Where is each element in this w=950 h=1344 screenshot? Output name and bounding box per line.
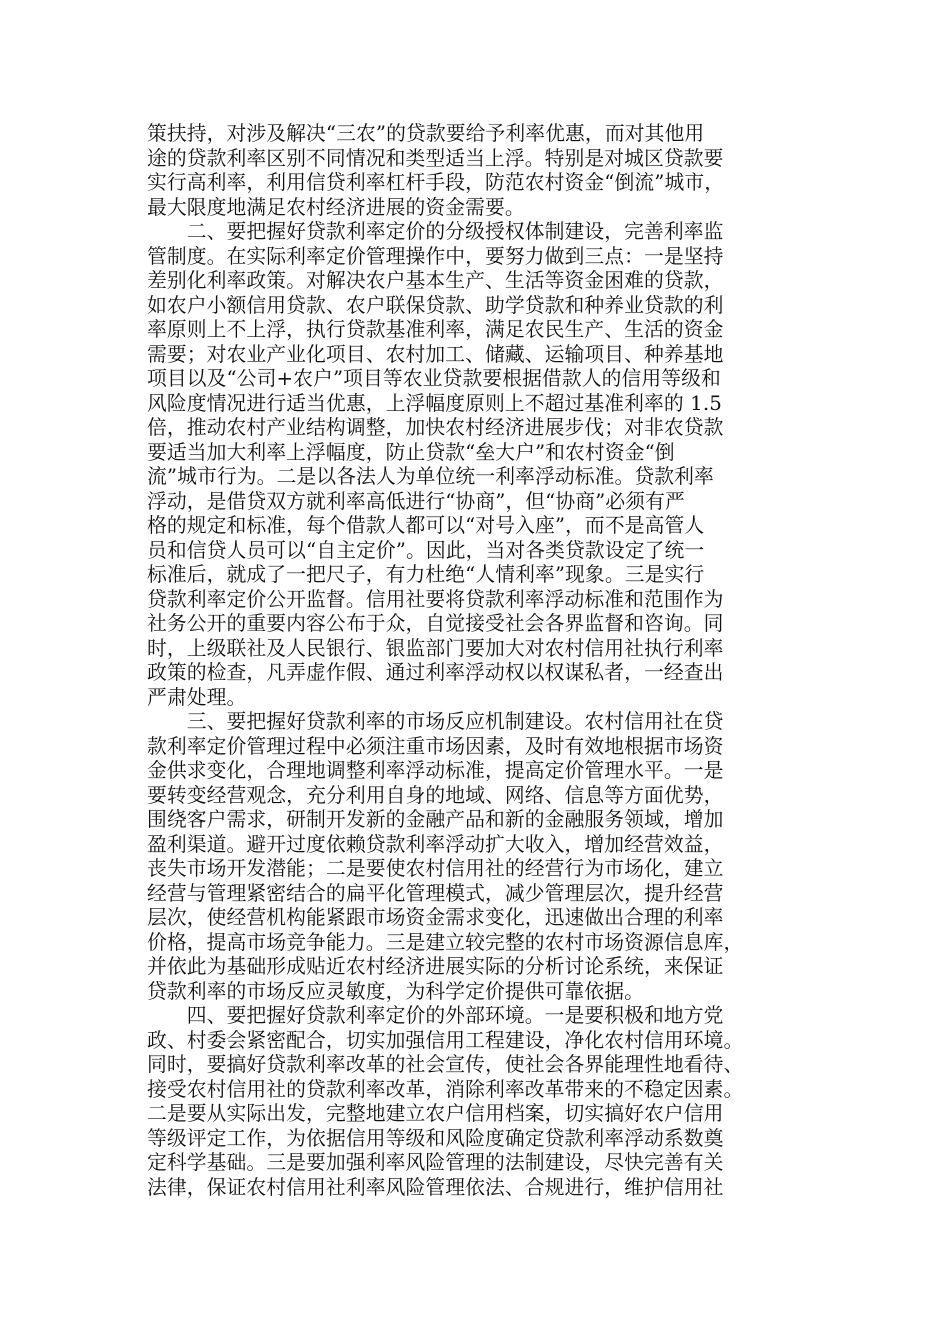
text-line: 丧失市场开发潜能；二是要使农村信用社的经营行为市场化，建立	[147, 857, 724, 880]
text-line: 四、要把握好贷款利率定价的外部环境。一是要积极和地方党	[147, 1004, 724, 1027]
text-line: 盈利渠道。避开过度依赖贷款利率浮动扩大收入，增加经营效益，	[147, 832, 724, 856]
text-line: 标准后，就成了一把尺子，有力杜绝“人情利率”现象。三是实行	[147, 563, 705, 586]
text-line: 如农户小额信用贷款、农户联保贷款、助学贷款和种养业贷款的利	[147, 293, 724, 317]
text-line: 格的规定和标准，每个借款人都可以“对号入座”，而不是高管人	[147, 514, 705, 537]
text-line: 倍，推动农村产业结构调整，加快农村经济进展步伐；对非农贷款	[147, 416, 724, 439]
text-line: 二是要从实际出发，完整地建立农户信用档案，切实搞好农户信用	[147, 1102, 724, 1125]
text-line: 定科学基础。三是要加强利率风险管理的法制建设，尽快完善有关	[147, 1151, 724, 1174]
text-line: 法律，保证农村信用社利率风险管理依法、合规进行，维护信用社	[147, 1175, 724, 1199]
text-line: 严肃处理。	[147, 685, 247, 709]
text-line: 层次，使经营机构能紧跟市场资金需求变化，迅速做出合理的利率	[147, 906, 724, 929]
text-line: 款利率定价管理过程中必须注重市场因素，及时有效地根据市场资	[147, 734, 724, 758]
text-line: 实行高利率，利用信贷利率杠杆手段，防范农村资金“倒流”城市，	[147, 171, 725, 194]
text-line: 贷款利率的市场反应灵敏度，为科学定价提供可靠依据。	[147, 979, 645, 1003]
text-line: 同时，要搞好贷款利率改革的社会宣传，使社会各界能理性地看待、	[147, 1053, 744, 1076]
text-line: 围绕客户需求，研制开发新的金融产品和新的金融服务领域，增加	[147, 808, 724, 831]
text-line: 政、村委会紧密配合，切实加强信用工程建设，净化农村信用环境。	[147, 1028, 744, 1052]
text-line: 并依此为基础形成贴近农村经济进展实际的分析讨论系统，来保证	[147, 955, 724, 978]
text-line: 策扶持，对涉及解决“三农”的贷款要给予利率优惠，而对其他用	[147, 122, 705, 145]
text-line: 需要；对农业产业化项目、农村加工、储藏、运输项目、种养基地	[147, 342, 724, 366]
text-line: 价格，提高市场竞争能力。三是建立较完整的农村市场资源信息库，	[147, 930, 744, 954]
text-line: 风险度情况进行适当优惠，上浮幅度原则上不超过基准利率的 1.5	[147, 391, 722, 415]
text-line: 经营与管理紧密结合的扁平化管理模式，减少管理层次，提升经营	[147, 881, 724, 905]
text-line: 三、要把握好贷款利率的市场反应机制建设。农村信用社在贷	[147, 710, 724, 733]
text-line: 要转变经营观念，充分利用自身的地域、网络、信息等方面优势，	[147, 783, 724, 807]
document-body	[147, 122, 807, 1200]
text-line: 流”城市行为。二是以各法人为单位统一利率浮动标准。贷款利率	[147, 465, 714, 488]
text-line: 途的贷款利率区别不同情况和类型适当上浮。特别是对城区贷款要	[147, 146, 724, 170]
text-line: 二、要把握好贷款利率定价的分级授权体制建设，完善利率监	[147, 220, 724, 243]
text-line: 率原则上不上浮，执行贷款基准利率，满足农民生产、生活的资金	[147, 318, 724, 341]
text-line: 管制度。在实际利率定价管理操作中，要努力做到三点：一是坚持	[147, 244, 724, 268]
text-line: 要适当加大利率上浮幅度，防止贷款“垒大户”和农村资金“倒	[147, 440, 675, 464]
text-line: 金供求变化，合理地调整利率浮动标准，提高定价管理水平。一是	[147, 759, 724, 782]
text-line: 政策的检查，凡弄虚作假、通过利率浮动权以权谋私者，一经查出	[147, 661, 724, 684]
text-line: 接受农村信用社的贷款利率改革，消除利率改革带来的不稳定因素。	[147, 1077, 744, 1101]
text-line: 浮动，是借贷双方就利率高低进行“协商”，但“协商”必须有严	[147, 489, 685, 513]
text-line: 贷款利率定价公开监督。信用社要将贷款利率浮动标准和范围作为	[147, 587, 724, 611]
text-line: 社务公开的重要内容公布于众，自觉接受社会各界监督和咨询。同	[147, 612, 724, 635]
text-line: 项目以及“公司+农户”项目等农业贷款要根据借款人的信用等级和	[147, 367, 721, 390]
text-line: 最大限度地满足农村经济进展的资金需要。	[147, 195, 525, 219]
text-line: 等级评定工作，为依据信用等级和风险度确定贷款利率浮动系数奠	[147, 1126, 724, 1150]
text-line: 时，上级联社及人民银行、银监部门要加大对农村信用社执行利率	[147, 636, 724, 660]
text-line: 差别化利率政策。对解决农户基本生产、生活等资金困难的贷款，	[147, 269, 724, 292]
text-line: 员和信贷人员可以“自主定价”。因此，当对各类贷款设定了统一	[147, 538, 705, 562]
